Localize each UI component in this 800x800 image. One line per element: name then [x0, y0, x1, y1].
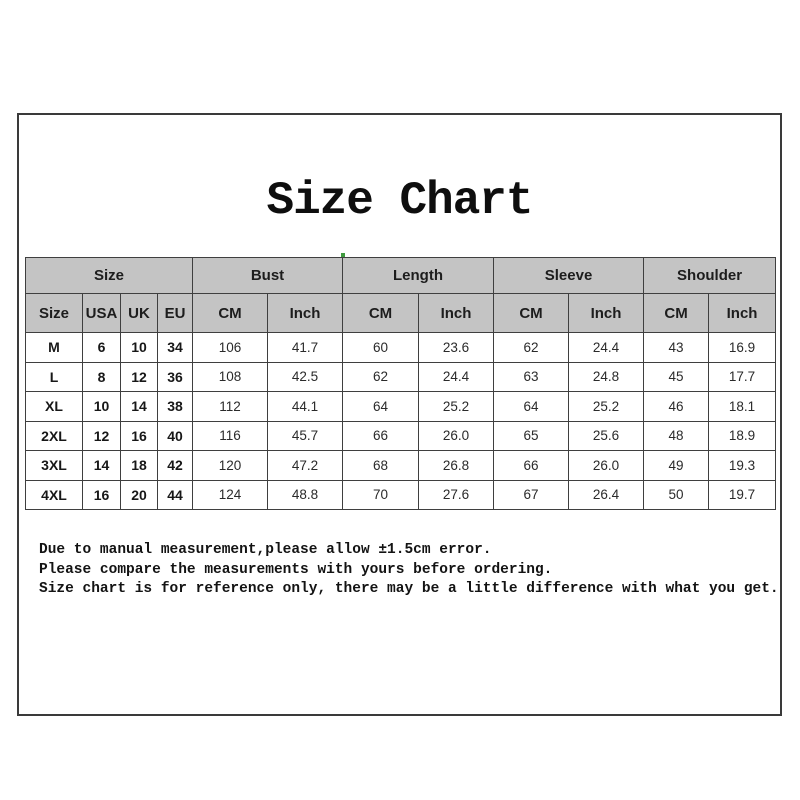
table-cell: 49: [644, 451, 709, 481]
table-row: [26, 392, 776, 422]
subheader-shoulder-inch: Inch: [709, 294, 776, 333]
column-group-size: Size: [26, 258, 193, 294]
table-cell: 24.4: [419, 362, 494, 392]
column-group-bust: Bust: [193, 258, 343, 294]
table-cell: 4XL: [26, 480, 83, 510]
size-chart-panel: [17, 113, 782, 716]
subheader-usa: USA: [83, 294, 121, 333]
table-cell: 64: [343, 392, 419, 422]
column-group-shoulder: Shoulder: [644, 258, 776, 294]
table-cell: 116: [193, 421, 268, 451]
table-cell: 20: [121, 480, 158, 510]
table-cell: 2XL: [26, 421, 83, 451]
table-cell: 66: [343, 421, 419, 451]
table-cell: 34: [158, 333, 193, 363]
table-cell: 16: [83, 480, 121, 510]
table-cell: 25.2: [569, 392, 644, 422]
table-cell: 18.9: [709, 421, 776, 451]
table-cell: 14: [83, 451, 121, 481]
subheader-eu: EU: [158, 294, 193, 333]
subheader-length-cm: CM: [343, 294, 419, 333]
table-cell: 46: [644, 392, 709, 422]
table-cell: 25.6: [569, 421, 644, 451]
table-cell: 38: [158, 392, 193, 422]
note-line: Please compare the measurements with yours before ordering.: [39, 561, 553, 578]
table-cell: 63: [494, 362, 569, 392]
table-cell: 44.1: [268, 392, 343, 422]
table-cell: 60: [343, 333, 419, 363]
table-cell: 70: [343, 480, 419, 510]
table-cell: 36: [158, 362, 193, 392]
table-cell: 62: [343, 362, 419, 392]
table-cell: 27.6: [419, 480, 494, 510]
table-cell: 6: [83, 333, 121, 363]
subheader-uk: UK: [121, 294, 158, 333]
table-cell: 65: [494, 421, 569, 451]
subheader-sleeve-cm: CM: [494, 294, 569, 333]
table-cell: 45: [644, 362, 709, 392]
table-cell: 17.7: [709, 362, 776, 392]
table-cell: 42: [158, 451, 193, 481]
table-cell: 124: [193, 480, 268, 510]
table-cell: 26.0: [569, 451, 644, 481]
table-cell: 44: [158, 480, 193, 510]
table-cell: L: [26, 362, 83, 392]
table-cell: 43: [644, 333, 709, 363]
table-cell: XL: [26, 392, 83, 422]
table-cell: 45.7: [268, 421, 343, 451]
table-cell: 16.9: [709, 333, 776, 363]
note-line: Size chart is for reference only, there may be a little difference with what you get.: [39, 581, 779, 597]
table-cell: 3XL: [26, 451, 83, 481]
table-cell: 12: [121, 362, 158, 392]
table-cell: 50: [644, 480, 709, 510]
subheader-bust-inch: Inch: [268, 294, 343, 333]
table-cell: 108: [193, 362, 268, 392]
table-cell: 23.6: [419, 333, 494, 363]
table-cell: 26.4: [569, 480, 644, 510]
table-cell: 48: [644, 421, 709, 451]
table-row: [26, 333, 776, 363]
table-cell: 48.8: [268, 480, 343, 510]
table-body: [26, 333, 776, 510]
table-cell: 120: [193, 451, 268, 481]
table-cell: 67: [494, 480, 569, 510]
table-cell: 19.3: [709, 451, 776, 481]
column-group-sleeve: Sleeve: [494, 258, 644, 294]
table-cell: 26.8: [419, 451, 494, 481]
table-cell: 42.5: [268, 362, 343, 392]
table-row: [26, 451, 776, 481]
table-header: [26, 258, 776, 333]
table-row: [26, 362, 776, 392]
table-cell: 10: [83, 392, 121, 422]
subheader-sleeve-inch: Inch: [569, 294, 644, 333]
table-cell: 8: [83, 362, 121, 392]
page-title: Size Chart: [266, 175, 533, 227]
subheader-size: Size: [26, 294, 83, 333]
table-cell: 18.1: [709, 392, 776, 422]
table-row: [26, 480, 776, 510]
table-cell: 10: [121, 333, 158, 363]
table-cell: 64: [494, 392, 569, 422]
table-cell: 68: [343, 451, 419, 481]
subheader-length-inch: Inch: [419, 294, 494, 333]
table-cell: 19.7: [709, 480, 776, 510]
table-cell: 24.4: [569, 333, 644, 363]
table-cell: 26.0: [419, 421, 494, 451]
table-cell: 47.2: [268, 451, 343, 481]
table-cell: 41.7: [268, 333, 343, 363]
sub-header-row: [26, 294, 776, 333]
table-cell: 14: [121, 392, 158, 422]
table-cell: 66: [494, 451, 569, 481]
table-cell: 24.8: [569, 362, 644, 392]
table-cell: M: [26, 333, 83, 363]
note-line: Due to manual measurement,please allow ±1.5cm error.: [39, 542, 492, 558]
notes-block: [39, 541, 779, 600]
table-row: [26, 421, 776, 451]
table-cell: 16: [121, 421, 158, 451]
group-header-row: [26, 258, 776, 294]
table-cell: 18: [121, 451, 158, 481]
subheader-shoulder-cm: CM: [644, 294, 709, 333]
column-group-length: Length: [343, 258, 494, 294]
table-cell: 40: [158, 421, 193, 451]
table-cell: 62: [494, 333, 569, 363]
table-cell: 12: [83, 421, 121, 451]
table-cell: 112: [193, 392, 268, 422]
subheader-bust-cm: CM: [193, 294, 268, 333]
size-table: [25, 257, 776, 510]
table-cell: 106: [193, 333, 268, 363]
table-cell: 25.2: [419, 392, 494, 422]
